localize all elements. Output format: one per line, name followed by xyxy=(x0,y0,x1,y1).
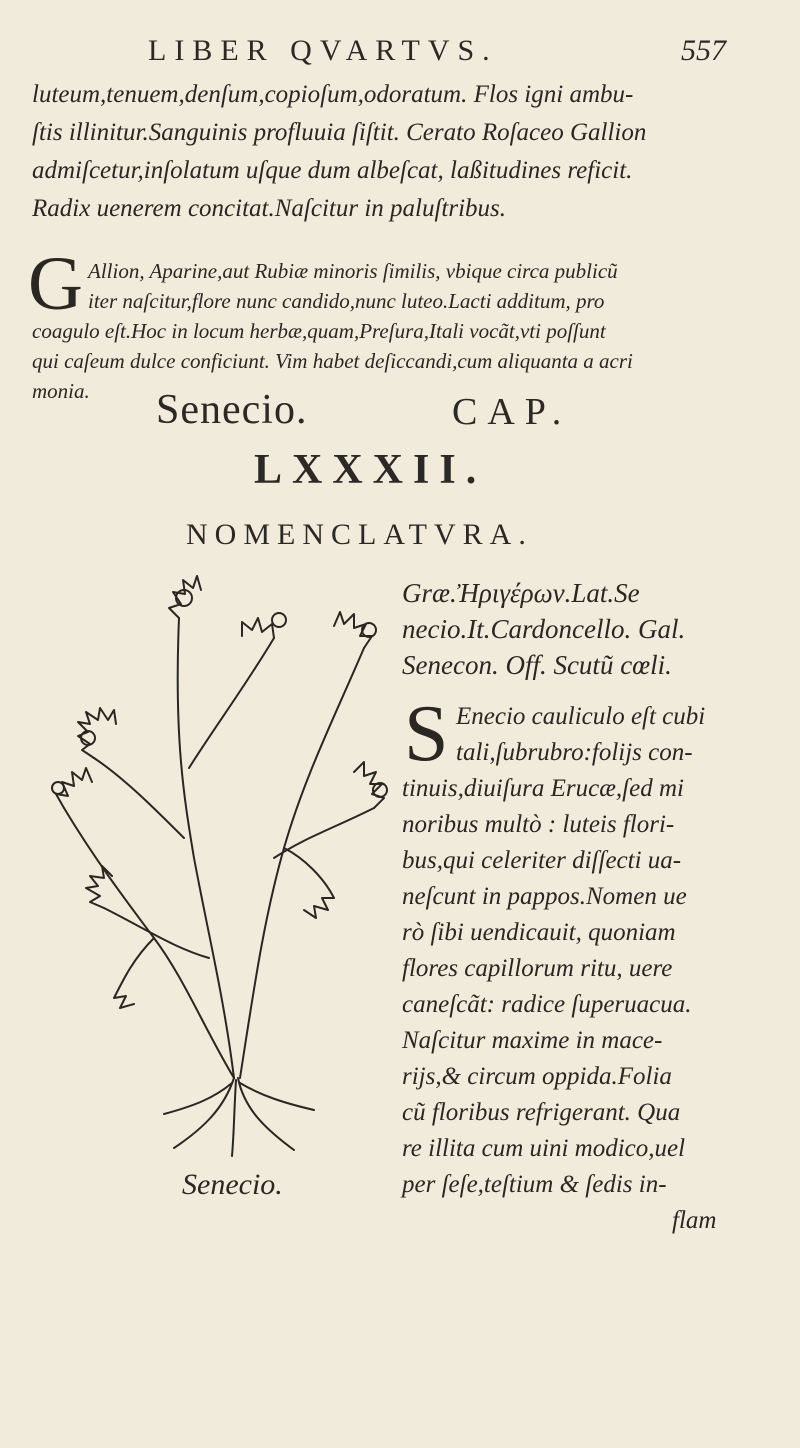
nomenclature-line: Senecon. Off. Scutũ cœli. xyxy=(402,650,672,680)
intro-line: admiſcetur,inſolatum uſque dum albeſcat, laßitudines reficit. xyxy=(32,157,633,184)
gallion-line: qui caſeum dulce conficiunt. Vim habet deſiccandi,cum aliquanta a acri xyxy=(32,349,633,373)
nomenclature-line: Græ.Ἠριγέρων.Lat.Se xyxy=(402,578,640,608)
chapter-label: CAP. xyxy=(452,391,572,433)
chapter-number: LXXXII. xyxy=(254,447,487,493)
gallion-line: Allion, Aparine,aut Rubiæ minoris ſimilis, vbique circa publicũ xyxy=(88,259,618,283)
running-head: LIBER QVARTVS. xyxy=(148,34,498,67)
description-line: noribus multò : luteis flori- xyxy=(402,811,675,838)
description-line: Enecio cauliculo eſt cubi xyxy=(456,703,706,730)
description-line: re illita cum uini modico,uel xyxy=(402,1135,686,1162)
description-line: tinuis,diuiſura Erucæ,ſed mi xyxy=(402,775,684,802)
description-line: neſcunt in pappos.Nomen ue xyxy=(402,883,687,910)
drop-cap-g: G xyxy=(28,242,83,326)
description-line: rò ſibi uendicauit, quoniam xyxy=(402,919,676,946)
description-line: Naſcitur maxime in mace- xyxy=(402,1027,663,1054)
intro-line: luteum,tenuem,denſum,copioſum,odoratum. Flos igni ambu- xyxy=(32,81,634,108)
description-line: bus,qui celeriter diſſecti ua- xyxy=(402,847,682,874)
gallion-line: iter naſcitur,flore nunc candido,nunc luteo.Lacti additum, pro xyxy=(88,289,605,313)
gallion-line: monia. xyxy=(32,379,90,403)
description-line: caneſcãt: radice ſuperuacua. xyxy=(402,991,692,1018)
description-line: cũ floribus refrigerant. Qua xyxy=(402,1099,681,1126)
page-header xyxy=(0,34,800,74)
description-line: flam xyxy=(672,1207,717,1234)
folio-number: 557 xyxy=(681,34,726,67)
illustration-caption: Senecio. xyxy=(182,1168,283,1201)
gallion-line: coagulo eſt.Hoc in locum herbæ,quam,Preſura,Itali vocãt,vti poſſunt xyxy=(32,319,606,343)
drop-cap-s: S xyxy=(404,690,449,778)
description-line: rijs,& circum oppida.Folia xyxy=(402,1063,672,1090)
senecio-woodcut-illustration xyxy=(34,558,394,1158)
description-line: per ſeſe,teſtium & ſedis in- xyxy=(402,1171,667,1198)
description-line: flores capillorum ritu, uere xyxy=(402,955,673,982)
section-heading: NOMENCLATVRA. xyxy=(186,518,533,551)
intro-line: ſtis illinitur.Sanguinis profluuia ſiſtit. Cerato Roſaceo Gallion xyxy=(32,119,647,146)
description-line: tali,ſubrubro:folijs con- xyxy=(456,739,693,766)
intro-line: Radix uenerem concitat.Naſcitur in paluſtribus. xyxy=(32,195,507,222)
nomenclature-line: necio.It.Cardoncello. Gal. xyxy=(402,614,686,644)
chapter-title: Senecio. xyxy=(156,387,308,433)
